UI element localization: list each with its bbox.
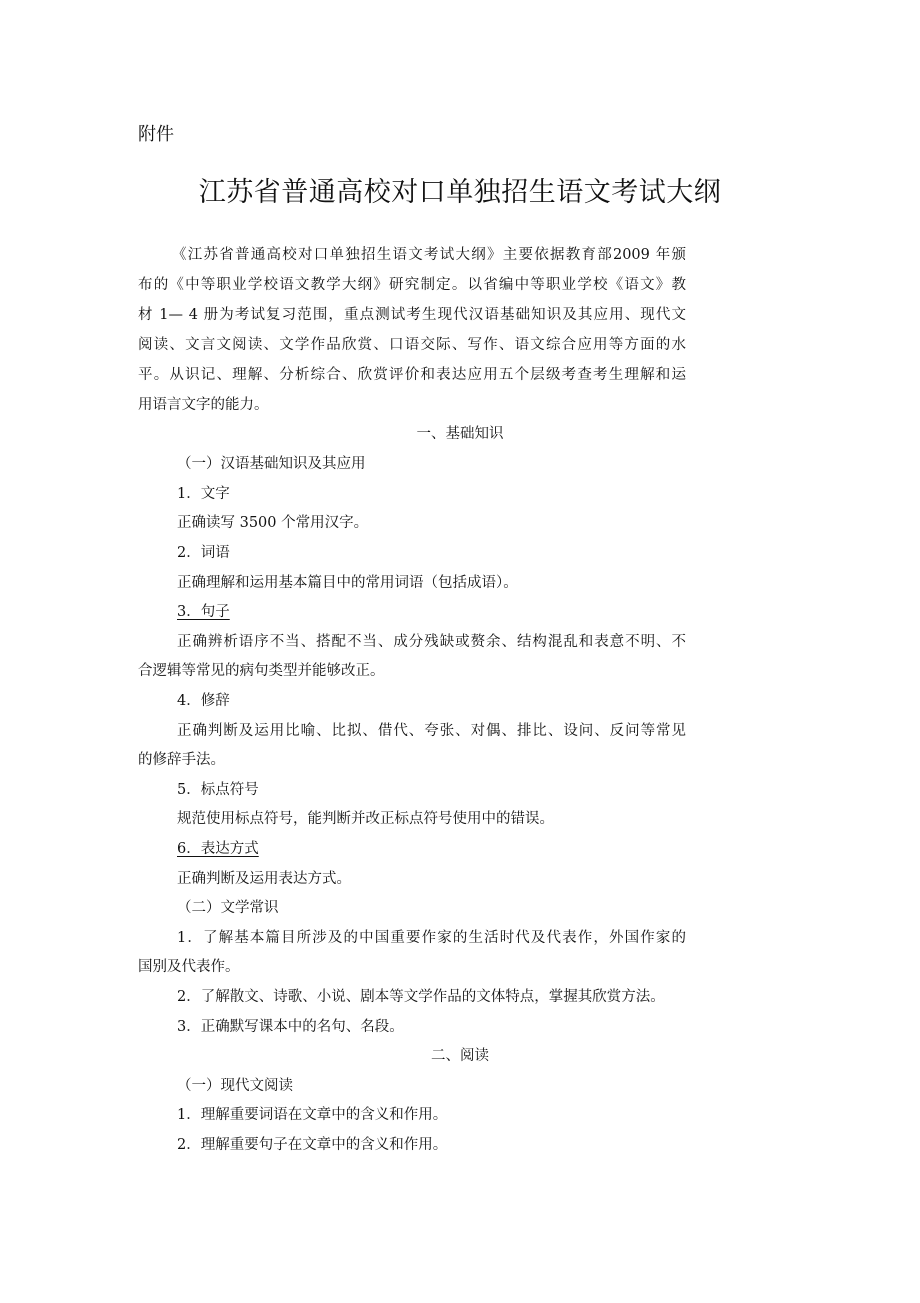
item-text-words: 正确理解和运用基本篇目中的常用词语（包括成语）。: [177, 575, 518, 591]
reading-item2: 2．理解重要句子在文章中的含义和作用。: [177, 1137, 448, 1153]
item-title-expression: 6．表达方式: [177, 841, 259, 857]
subsection-heading-modern-reading: （一）现代文阅读: [177, 1078, 293, 1094]
intro-line: 平。从识记、理解、分析综合、欣赏评价和表达应用五个层级考查考生理解和运: [138, 367, 686, 383]
section-heading-basics: 一、基础知识: [416, 426, 504, 442]
intro-line: 用语言文字的能力。: [138, 397, 269, 413]
item-title-rhetoric: 4．修辞: [177, 693, 230, 709]
intro-line: 阅读、文言文阅读、文学作品欣赏、口语交际、写作、语文综合应用等方面的水: [138, 337, 686, 353]
literature-item2: 2．了解散文、诗歌、小说、剧本等文学作品的文体特点，掌握其欣赏方法。: [177, 989, 665, 1005]
item-title-sentences: 3．句子: [177, 604, 230, 620]
intro-line: 材 1— 4 册为考试复习范围，重点测试考生现代汉语基础知识及其应用、现代文: [138, 307, 686, 323]
item-text-sentences-line1: 正确辨析语序不当、搭配不当、成分残缺或赘余、结构混乱和表意不明、不: [177, 634, 686, 650]
item-text-punctuation: 规范使用标点符号，能判断并改正标点符号使用中的错误。: [177, 811, 554, 827]
item-title-punctuation: 5．标点符号: [177, 782, 259, 798]
intro-paragraph: [138, 240, 686, 420]
intro-line: 《江苏省普通高校对口单独招生语文考试大纲》主要依据教育部2009 年颁: [172, 247, 686, 263]
item-text-expression: 正确判断及运用表达方式。: [177, 871, 351, 887]
subsection-heading-literature: （二）文学常识: [177, 900, 279, 916]
item-text-sentences-line2: 合逻辑等常见的病句类型并能够改正。: [138, 663, 385, 679]
literature-item1-line1: 1．了解基本篇目所涉及的中国重要作家的生活时代及代表作，外国作家的: [177, 930, 686, 946]
intro-line: 布的《中等职业学校语文教学大纲》研究制定。以省编中等职业学校《语文》教: [138, 277, 686, 293]
subsection-heading-chinese-basics: （一）汉语基础知识及其应用: [177, 456, 366, 472]
item-title-characters: 1．文字: [177, 486, 230, 502]
reading-item1: 1．理解重要词语在文章中的含义和作用。: [177, 1107, 448, 1123]
item-title-words: 2．词语: [177, 545, 230, 561]
literature-item1-line2: 国别及代表作。: [138, 959, 240, 975]
literature-item3: 3．正确默写课本中的名句、名段。: [177, 1019, 404, 1035]
section-heading-reading: 二、阅读: [431, 1048, 489, 1064]
document-title: 江苏省普通高校对口单独招生语文考试大纲: [198, 177, 722, 208]
item-text-characters: 正确读写 3500 个常用汉字。: [177, 515, 369, 531]
attachment-label: 附件: [138, 124, 174, 145]
item-text-rhetoric-line2: 的修辞手法。: [138, 752, 225, 768]
item-text-rhetoric-line1: 正确判断及运用比喻、比拟、借代、夸张、对偶、排比、设问、反问等常见: [177, 723, 686, 739]
